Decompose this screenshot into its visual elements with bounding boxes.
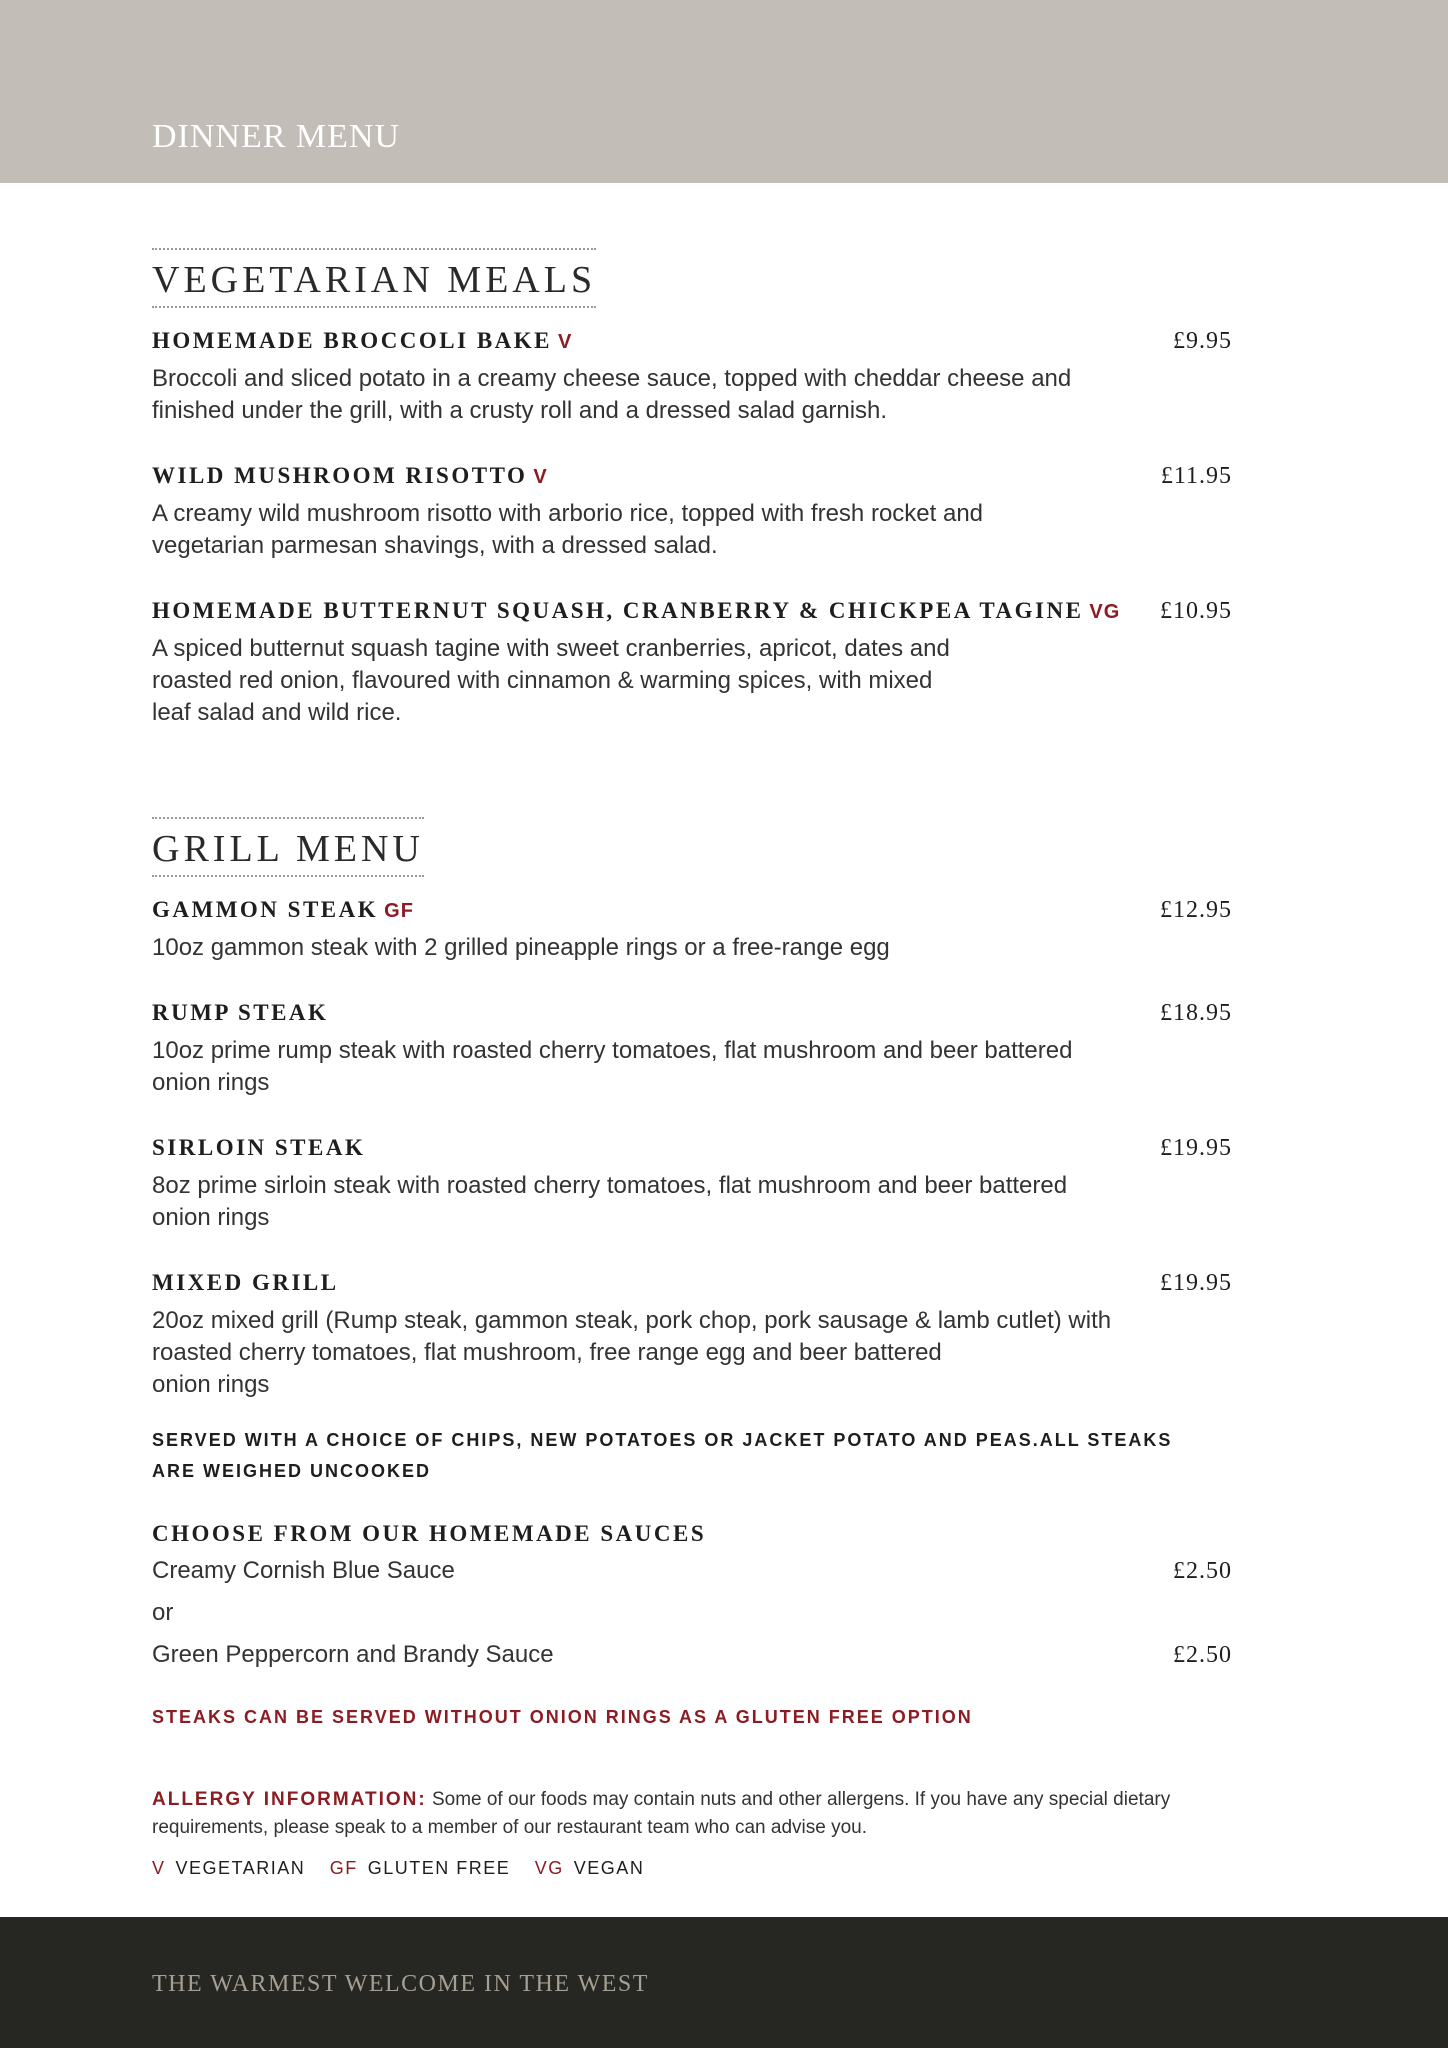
key-v-label: VEGETARIAN — [175, 1858, 306, 1878]
header-banner — [0, 0, 1448, 183]
item-name: HOMEMADE BROCCOLI BAKE — [152, 328, 553, 353]
key-vg: VG — [534, 1858, 564, 1878]
menu-item — [152, 598, 1232, 729]
item-name: SIRLOIN STEAK — [152, 1135, 366, 1160]
menu-item — [152, 463, 1232, 562]
sauce-price: £2.50 — [1173, 1558, 1232, 1584]
item-description: 8oz prime sirloin steak with roasted cherry tomatoes, flat mushroom and beer battered onion rings — [152, 1172, 1068, 1231]
footer-banner — [0, 1917, 1448, 2048]
section-title-grill: GRILL MENU — [152, 817, 424, 877]
item-name: MIXED GRILL — [152, 1270, 339, 1295]
served-with-note: SERVED WITH A CHOICE OF CHIPS, NEW POTATOES OR JACKET POTATO AND PEAS.ALL STEAKS ARE WEIGHED UNCOOKED — [152, 1430, 1173, 1481]
item-description: A spiced butternut squash tagine with sweet cranberries, apricot, dates and roasted red onion, flavoured with cinnamon & warming spices, with mixed leaf salad and wild rice. — [152, 635, 950, 726]
item-description: Broccoli and sliced potato in a creamy cheese sauce, topped with cheddar cheese and finished under the grill, with a crusty roll and a dressed salad garnish. — [152, 365, 1072, 424]
item-price: £11.95 — [1160, 463, 1232, 489]
menu-content — [152, 248, 1232, 1728]
diet-badge: VG — [1089, 601, 1121, 623]
item-description: 10oz prime rump steak with roasted cherry tomatoes, flat mushroom and beer battered onion rings — [152, 1037, 1073, 1096]
menu-item — [152, 1135, 1232, 1234]
allergy-label: ALLERGY INFORMATION: — [152, 1789, 427, 1810]
sauce-or: or — [152, 1599, 174, 1626]
diet-key — [152, 1858, 1252, 1879]
menu-item — [152, 1270, 1232, 1401]
item-price: £12.95 — [1160, 897, 1232, 923]
diet-badge: V — [558, 331, 573, 353]
menu-item — [152, 1000, 1232, 1099]
item-name: HOMEMADE BUTTERNUT SQUASH, CRANBERRY & CHICKPEA TAGINE — [152, 598, 1084, 623]
diet-badge: V — [533, 466, 548, 488]
page-title: DINNER MENU — [152, 118, 401, 155]
sauce-row — [152, 1641, 1232, 1669]
sauce-name: Creamy Cornish Blue Sauce — [152, 1557, 455, 1584]
diet-badge: GF — [384, 900, 414, 922]
item-price: £9.95 — [1173, 328, 1232, 354]
gluten-free-note: STEAKS CAN BE SERVED WITHOUT ONION RINGS AS A GLUTEN FREE OPTION — [152, 1707, 973, 1727]
item-description: 10oz gammon steak with 2 grilled pineapple rings or a free-range egg — [152, 934, 890, 961]
item-price: £19.95 — [1160, 1135, 1232, 1161]
sauce-name: Green Peppercorn and Brandy Sauce — [152, 1641, 554, 1668]
sauce-price: £2.50 — [1173, 1642, 1232, 1668]
item-description: A creamy wild mushroom risotto with arborio rice, topped with fresh rocket and vegetarian parmesan shavings, with a dressed salad. — [152, 500, 984, 559]
key-gf: GF — [329, 1858, 358, 1878]
item-name: RUMP STEAK — [152, 1000, 329, 1025]
item-price: £10.95 — [1160, 598, 1232, 624]
footer-tagline: THE WARMEST WELCOME IN THE WEST — [152, 1971, 649, 1997]
item-price: £19.95 — [1160, 1270, 1232, 1296]
key-vg-label: VEGAN — [573, 1858, 645, 1878]
key-gf-label: GLUTEN FREE — [367, 1858, 511, 1878]
item-price: £18.95 — [1160, 1000, 1232, 1026]
key-v: V — [152, 1858, 166, 1878]
item-name: GAMMON STEAK — [152, 897, 379, 922]
allergy-info — [152, 1786, 1252, 1879]
item-description: 20oz mixed grill (Rump steak, gammon steak, pork chop, pork sausage & lamb cutlet) with roasted cherry tomatoes, flat mushroom, free range egg and beer battered onion rings — [152, 1307, 1112, 1398]
section-title-vegetarian: VEGETARIAN MEALS — [152, 248, 596, 308]
menu-item — [152, 328, 1232, 427]
sauces-heading: CHOOSE FROM OUR HOMEMADE SAUCES — [152, 1521, 707, 1546]
sauce-row — [152, 1557, 1232, 1585]
menu-item — [152, 897, 1232, 964]
allergy-text: Some of our foods may contain nuts and other allergens. If you have any special dietary requirements, please speak to a member of our restaurant team who can advise you. — [152, 1789, 1171, 1838]
item-name: WILD MUSHROOM RISOTTO — [152, 463, 528, 488]
